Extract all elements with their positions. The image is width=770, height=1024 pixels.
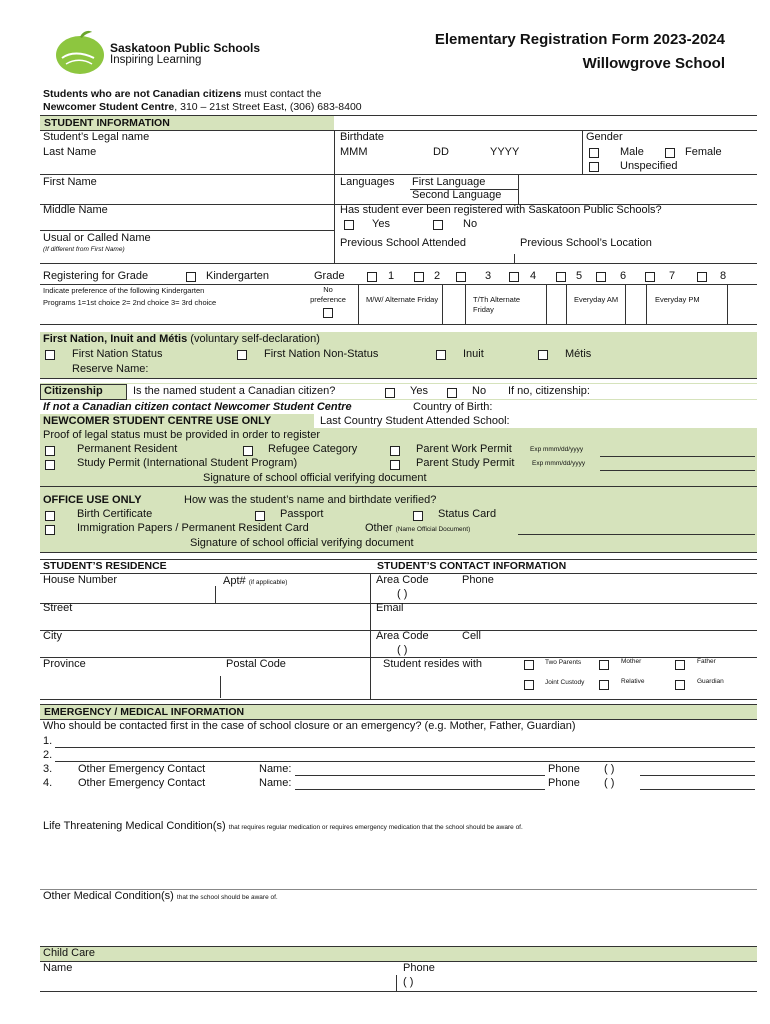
grade-8-checkbox[interactable] bbox=[697, 272, 707, 282]
mother-checkbox[interactable] bbox=[599, 660, 609, 670]
notice-bold: Students who are not Canadian citizens bbox=[43, 88, 242, 100]
passport-checkbox[interactable] bbox=[255, 511, 265, 521]
rule bbox=[600, 456, 755, 457]
immigration-checkbox[interactable] bbox=[45, 525, 55, 535]
languages-label: Languages bbox=[340, 176, 395, 188]
tth-alternate-label: T/Th Alternate Friday bbox=[473, 295, 521, 314]
female-label: Female bbox=[685, 146, 722, 158]
rule bbox=[40, 324, 757, 325]
rule bbox=[640, 775, 755, 776]
grade-5-checkbox[interactable] bbox=[556, 272, 566, 282]
grade-3-checkbox[interactable] bbox=[456, 272, 466, 282]
k-pref-line2: Programs 1=1st choice 2= 2nd choice 3= 3rd choice bbox=[43, 298, 217, 307]
contact-4-name-label: Name: bbox=[259, 777, 292, 789]
ncc-heading: NEWCOMER STUDENT CENTRE USE ONLY bbox=[43, 415, 272, 427]
divider bbox=[442, 284, 443, 324]
rule bbox=[40, 378, 757, 379]
rule bbox=[40, 699, 757, 700]
first-nation-status-checkbox[interactable] bbox=[45, 350, 55, 360]
phone-area-paren: ( ) bbox=[397, 588, 408, 600]
indigenous-heading: First Nation, Inuit and Métis bbox=[43, 333, 188, 345]
residence-heading: STUDENT’S RESIDENCE bbox=[43, 560, 167, 572]
first-language-label: First Language bbox=[412, 176, 486, 188]
grade-3-label: 3 bbox=[485, 270, 492, 282]
registered-no-checkbox[interactable] bbox=[433, 220, 443, 230]
first-nation-non-status-checkbox[interactable] bbox=[237, 350, 247, 360]
contact-4-paren: ( ) bbox=[604, 777, 615, 789]
rule bbox=[40, 486, 757, 487]
divider bbox=[358, 284, 359, 324]
grade-2-label: 2 bbox=[434, 270, 441, 282]
grade-1-checkbox[interactable] bbox=[367, 272, 377, 282]
other-document-row bbox=[365, 522, 470, 534]
grade-7-label: 7 bbox=[669, 270, 676, 282]
other-medical-note: that the school should be aware of. bbox=[176, 894, 278, 901]
province-label: Province bbox=[43, 658, 86, 670]
dd-label: DD bbox=[433, 146, 449, 158]
notice-line1 bbox=[43, 88, 321, 100]
life-threatening-note: that requires regular medication or requires emergency medication that the school should be aware of. bbox=[228, 824, 523, 831]
grade-4-checkbox[interactable] bbox=[509, 272, 519, 282]
other-medical-label: Other Medical Condition(s) bbox=[43, 890, 174, 902]
registered-yes-checkbox[interactable] bbox=[344, 220, 354, 230]
birth-certificate-label: Birth Certificate bbox=[77, 508, 153, 520]
kindergarten-checkbox[interactable] bbox=[186, 272, 196, 282]
apple-logo-icon bbox=[50, 28, 110, 76]
cell-label: Cell bbox=[462, 630, 481, 642]
grade-7-checkbox[interactable] bbox=[645, 272, 655, 282]
metis-checkbox[interactable] bbox=[538, 350, 548, 360]
cell-area-paren: ( ) bbox=[397, 644, 408, 656]
joint-custody-label: Joint Custody bbox=[545, 679, 585, 686]
usual-name-note: (If different from First Name) bbox=[43, 246, 125, 253]
postal-code-label: Postal Code bbox=[226, 658, 286, 670]
notice-bold-2: Newcomer Student Centre bbox=[43, 101, 175, 113]
rule bbox=[640, 789, 755, 790]
father-label: Father bbox=[697, 658, 716, 665]
rule bbox=[518, 534, 755, 535]
unspecified-label: Unspecified bbox=[620, 160, 678, 172]
citizenship-heading: Citizenship bbox=[40, 384, 127, 400]
student-info-heading: STUDENT INFORMATION bbox=[40, 116, 334, 130]
parent-work-exp: Exp mmm/dd/yyyy bbox=[530, 446, 584, 453]
inuit-checkbox[interactable] bbox=[436, 350, 446, 360]
divider bbox=[546, 284, 547, 324]
rule bbox=[40, 961, 757, 962]
grade-label: Grade bbox=[314, 270, 345, 282]
passport-label: Passport bbox=[280, 508, 324, 520]
life-threatening-label: Life Threatening Medical Condition(s) bbox=[43, 820, 226, 832]
divider bbox=[220, 676, 221, 698]
previous-school-label: Previous School Attended bbox=[340, 237, 466, 249]
inuit-label: Inuit bbox=[463, 348, 484, 360]
indigenous-note: (voluntary self-declaration) bbox=[187, 333, 320, 345]
no-preference-label: No preference bbox=[310, 285, 346, 304]
legal-name-label: Student’s Legal name bbox=[43, 131, 150, 143]
first-nation-status-label: First Nation Status bbox=[72, 348, 163, 360]
rule bbox=[40, 991, 757, 992]
registered-yes-label: Yes bbox=[372, 218, 390, 230]
apt-row bbox=[223, 575, 287, 587]
k-pref-line1: Indicate preference of the following Kindergarten bbox=[43, 286, 205, 295]
office-heading: OFFICE USE ONLY bbox=[43, 494, 142, 506]
divider bbox=[396, 975, 397, 991]
gender-label: Gender bbox=[586, 131, 623, 143]
street-label: Street bbox=[43, 602, 73, 614]
house-number-label: House Number bbox=[43, 574, 117, 586]
everyday-am-label: Everyday AM bbox=[574, 295, 619, 304]
logo bbox=[50, 28, 110, 76]
permanent-resident-checkbox[interactable] bbox=[45, 446, 55, 456]
notice-line2 bbox=[43, 101, 362, 113]
rule bbox=[40, 230, 334, 231]
registered-question: Has student ever been registered with Saskatoon Public Schools? bbox=[340, 204, 662, 216]
phone-label: Phone bbox=[462, 574, 494, 586]
mmm-label: MMM bbox=[340, 146, 368, 158]
cell-area-code-label: Area Code bbox=[376, 630, 429, 642]
emergency-question: Who should be contacted first in the case of school closure or an emergency? (e.g. Mother, Father, Guardian) bbox=[43, 720, 576, 732]
rule bbox=[55, 761, 755, 762]
female-checkbox[interactable] bbox=[665, 148, 675, 158]
study-permit-label: Study Permit (International Student Program) bbox=[77, 457, 298, 469]
office-question: How was the student’s name and birthdate verified? bbox=[184, 494, 437, 506]
parent-study-checkbox[interactable] bbox=[390, 460, 400, 470]
grade-6-label: 6 bbox=[620, 270, 627, 282]
first-name-label: First Name bbox=[43, 176, 97, 188]
parent-study-exp: Exp mmm/dd/yyyy bbox=[532, 460, 586, 467]
guardian-checkbox[interactable] bbox=[675, 680, 685, 690]
divider bbox=[625, 284, 626, 324]
tagline: Inspiring Learning bbox=[110, 54, 202, 66]
birth-certificate-checkbox[interactable] bbox=[45, 511, 55, 521]
emergency-3: 3. bbox=[43, 763, 53, 775]
birthdate-label: Birthdate bbox=[340, 131, 385, 143]
contact-4-phone-label: Phone bbox=[548, 777, 580, 789]
notice-rest: must contact the bbox=[241, 88, 322, 100]
status-card-label: Status Card bbox=[438, 508, 497, 520]
childcare-name-label: Name bbox=[43, 962, 73, 974]
other-document-note: (Name Official Document) bbox=[395, 526, 471, 533]
mw-alternate-label: M/W/ Alternate Friday bbox=[366, 295, 439, 304]
school-board-name: Saskatoon Public Schools bbox=[110, 41, 261, 55]
citizen-no-label: No bbox=[472, 385, 487, 397]
divider bbox=[514, 254, 515, 263]
contact-3-name-label: Name: bbox=[259, 763, 292, 775]
citizen-yes-checkbox[interactable] bbox=[385, 388, 395, 398]
citizen-yes-label: Yes bbox=[410, 385, 428, 397]
parent-study-label: Parent Study Permit bbox=[416, 457, 515, 469]
grade-4-label: 4 bbox=[530, 270, 537, 282]
childcare-paren: ( ) bbox=[403, 976, 414, 988]
rule bbox=[40, 263, 757, 264]
reserve-name-label: Reserve Name: bbox=[72, 363, 149, 375]
emergency-heading: EMERGENCY / MEDICAL INFORMATION bbox=[40, 705, 757, 719]
rule bbox=[40, 284, 757, 285]
citizenship-signature-label: Signature of school official verifying document bbox=[203, 472, 427, 484]
childcare-phone-label: Phone bbox=[403, 962, 435, 974]
last-country-label: Last Country Student Attended School: bbox=[320, 415, 510, 427]
metis-label: Métis bbox=[565, 348, 592, 360]
school-name: Willowgrove School bbox=[582, 55, 725, 72]
childcare-fill bbox=[40, 947, 757, 961]
indigenous-heading-row bbox=[43, 333, 320, 345]
study-permit-checkbox[interactable] bbox=[45, 460, 55, 470]
emergency-1: 1. bbox=[43, 735, 53, 747]
rule bbox=[295, 775, 545, 776]
resides-with-label: Student resides with bbox=[383, 658, 483, 670]
two-parents-checkbox[interactable] bbox=[524, 660, 534, 670]
office-signature-label: Signature of school official verifying document bbox=[190, 537, 414, 549]
divider bbox=[334, 130, 335, 263]
male-checkbox[interactable] bbox=[589, 148, 599, 158]
area-code-label: Area Code bbox=[376, 574, 429, 586]
contact-3-paren: ( ) bbox=[604, 763, 615, 775]
apt-note: (if applicable) bbox=[248, 579, 288, 586]
two-parents-label: Two Parents bbox=[545, 659, 582, 666]
rule bbox=[600, 470, 755, 471]
contact-newcomer-note: If not a Canadian citizen contact Newcomer Student Centre bbox=[43, 401, 352, 413]
divider bbox=[370, 573, 371, 700]
emergency-2: 2. bbox=[43, 749, 53, 761]
proof-label: Proof of legal status must be provided in order to register bbox=[43, 429, 320, 441]
email-label: Email bbox=[376, 602, 404, 614]
father-checkbox[interactable] bbox=[675, 660, 685, 670]
citizen-no-checkbox[interactable] bbox=[447, 388, 457, 398]
divider bbox=[727, 284, 728, 324]
immigration-label: Immigration Papers / Permanent Resident Card bbox=[77, 522, 309, 534]
rule bbox=[40, 174, 757, 175]
divider bbox=[215, 586, 216, 603]
previous-location-label: Previous School’s Location bbox=[520, 237, 652, 249]
other-contact-3: Other Emergency Contact bbox=[78, 763, 206, 775]
citizenship-question: Is the named student a Canadian citizen? bbox=[133, 385, 336, 397]
joint-custody-checkbox[interactable] bbox=[524, 680, 534, 690]
grade-8-label: 8 bbox=[720, 270, 727, 282]
grade-5-label: 5 bbox=[576, 270, 583, 282]
form-title: Elementary Registration Form 2023-2024 bbox=[434, 31, 725, 48]
everyday-pm-label: Everyday PM bbox=[655, 295, 700, 304]
no-preference-checkbox[interactable] bbox=[323, 308, 333, 318]
apt-label: Apt# bbox=[223, 575, 246, 587]
usual-name-label: Usual or Called Name bbox=[43, 232, 151, 244]
city-label: City bbox=[43, 630, 62, 642]
registered-no-label: No bbox=[463, 218, 478, 230]
divider bbox=[582, 130, 583, 174]
life-threatening-row bbox=[43, 820, 523, 832]
refugee-checkbox[interactable] bbox=[243, 446, 253, 456]
status-card-checkbox[interactable] bbox=[413, 511, 423, 521]
unspecified-checkbox[interactable] bbox=[589, 162, 599, 172]
contact-heading: STUDENT’S CONTACT INFORMATION bbox=[377, 560, 567, 572]
divider bbox=[518, 174, 519, 204]
first-nation-non-status-label: First Nation Non-Status bbox=[264, 348, 379, 360]
if-no-citizenship-label: If no, citizenship: bbox=[508, 385, 590, 397]
notice-rest-2: , 310 – 21st Street East, (306) 683-8400 bbox=[174, 101, 362, 113]
relative-checkbox[interactable] bbox=[599, 680, 609, 690]
yyyy-label: YYYY bbox=[490, 146, 520, 158]
grade-6-checkbox[interactable] bbox=[596, 272, 606, 282]
male-label: Male bbox=[620, 146, 644, 158]
registering-grade-label: Registering for Grade bbox=[43, 270, 149, 282]
refugee-label: Refugee Category bbox=[268, 443, 358, 455]
permanent-resident-label: Permanent Resident bbox=[77, 443, 178, 455]
grade-2-checkbox[interactable] bbox=[414, 272, 424, 282]
divider bbox=[566, 284, 567, 324]
mother-label: Mother bbox=[621, 658, 642, 665]
parent-work-label: Parent Work Permit bbox=[416, 443, 512, 455]
second-language-label: Second Language bbox=[412, 189, 502, 201]
divider bbox=[465, 284, 466, 324]
relative-label: Relative bbox=[621, 678, 645, 685]
middle-name-label: Middle Name bbox=[43, 204, 108, 216]
kindergarten-label: Kindergarten bbox=[206, 270, 269, 282]
other-contact-4: Other Emergency Contact bbox=[78, 777, 206, 789]
rule bbox=[40, 552, 757, 553]
parent-work-checkbox[interactable] bbox=[390, 446, 400, 456]
other-medical-row bbox=[43, 890, 278, 902]
rule bbox=[55, 747, 755, 748]
rule bbox=[295, 789, 545, 790]
country-of-birth-label: Country of Birth: bbox=[413, 401, 493, 413]
last-name-label: Last Name bbox=[43, 146, 97, 158]
divider bbox=[646, 284, 647, 324]
contact-3-phone-label: Phone bbox=[548, 763, 580, 775]
guardian-label: Guardian bbox=[697, 678, 724, 685]
other-document-label: Other bbox=[365, 522, 393, 534]
grade-1-label: 1 bbox=[388, 270, 395, 282]
emergency-4: 4. bbox=[43, 777, 53, 789]
childcare-heading: Child Care bbox=[43, 947, 95, 959]
